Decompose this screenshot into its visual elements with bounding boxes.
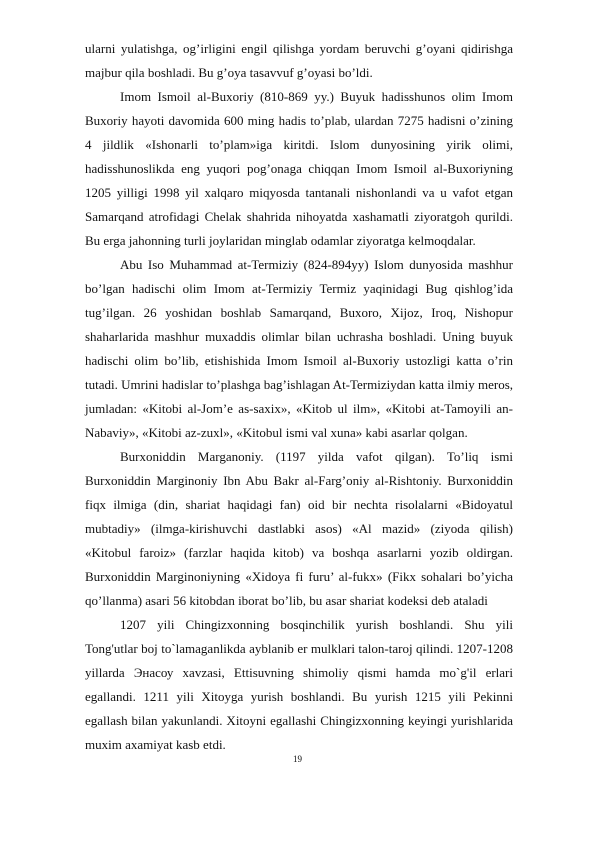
paragraph-at-termiziy: Abu Iso Muhammad at-Termiziy (824-894yy) Islom dunyosida mashhur bo’lgan hadischi olim Imom at-Termiziy Termiz yaqinidagi Bug qishlog’ida tug’ilgan. 26 yoshidan boshlab Samarqand, Buxoro, Xijoz, Iroq, Nishopur shaharlarida mashhur muxaddis olimlar bilan uchrasha boshladi. Uning buyuk hadischi olim bo’lib, etishishida Imom Ismoil al-Buxoriy ustozligi katta o’rin tutadi. Umrini hadislar to’plashga bag’ishlagan At-Termiziydan katta ilmiy meros, jumladan: «Kitobi al-Jom’e as-saxix», «Kitob ul ilm», «Kitobi at-Tamoyili an-Nabaviy», «Kitobi az-zuxl», «Kitobul ismi val xuna» kabi asarlar qolgan. — [85, 257, 513, 440]
paragraph-chingizxon: 1207 yili Chingizxonning bosqinchilik yurish boshlandi. Shu yili Tong'utlar boj to`lamaganlikda ayblanib er mulklari talon-taroj qilindi. 1207-1208 yillarda Энасоу xavzasi, Ettisuvning shimoliy qismi hamda mo`g'il erlari egallandi. 1211 yili Xitoyga yurish boshlandi. Bu yurish 1215 yili Pekinni egallash bilan yakunlandi. Xitoyni egallashi Chingizxonning keyingi yurishlarida muxim axamiyat kasb etdi. — [85, 617, 513, 752]
page-number: 19 — [293, 754, 302, 764]
paragraph-continuation: ularni yulatishga, og’irligini engil qilishga yordam beruvchi g’oyani qidirishga majbur qila boshladi. Bu g’oya tasavvuf g’oyasi bo’ldi. — [85, 41, 513, 80]
document-page — [85, 37, 513, 757]
paragraph-marganoniy: Burxoniddin Marganoniy. (1197 yilda vafot qilgan). To’liq ismi Burxoniddin Marginoniy Ibn Abu Bakr al-Farg’oniy al-Rishtoniy. Burxoniddin fiqx ilmiga (din, shariat haqidagi fan) oid bir nechta risolalarni «Bidoyatul mubtadiy» (ilmga-kirishuvchi dastlabki asos) «Al mazid» (ziyoda qilish) «Kitobul faroiz» (farzlar haqida kitob) va boshqa asarlarni yozib oldirgan. Burxoniddin Marginoniyning «Xidoya fi furu’ al-fukx» (Fikx sohalari bo’yicha qo’llanma) asari 56 kitobdan iborat bo’lib, bu asar shariat kodeksi deb ataladi — [85, 449, 513, 608]
paragraph-imom-buxoriy: Imom Ismoil al-Buxoriy (810-869 yy.) Buyuk hadisshunos olim Imom Buxoriy hayoti davomida 600 ming hadis to’plab, ulardan 7275 hadisni o’zining 4 jildlik «Ishonarli to’plam»iga kiritdi. Islom dunyosining yirik olimi, hadisshunoslikda eng yuqori pog’onaga chiqqan Imom Ismoil al-Buxoriyning 1205 yilligi 1998 yil xalqaro miqyosda tantanali nishonlandi va u vafot etgan Samarqand atrofidagi Chelak shahrida nihoyatda xashamatli ziyoratgoh qurildi. Bu erga jahonning turli joylaridan minglab odamlar ziyoratga kelmoqdalar. — [85, 89, 513, 248]
